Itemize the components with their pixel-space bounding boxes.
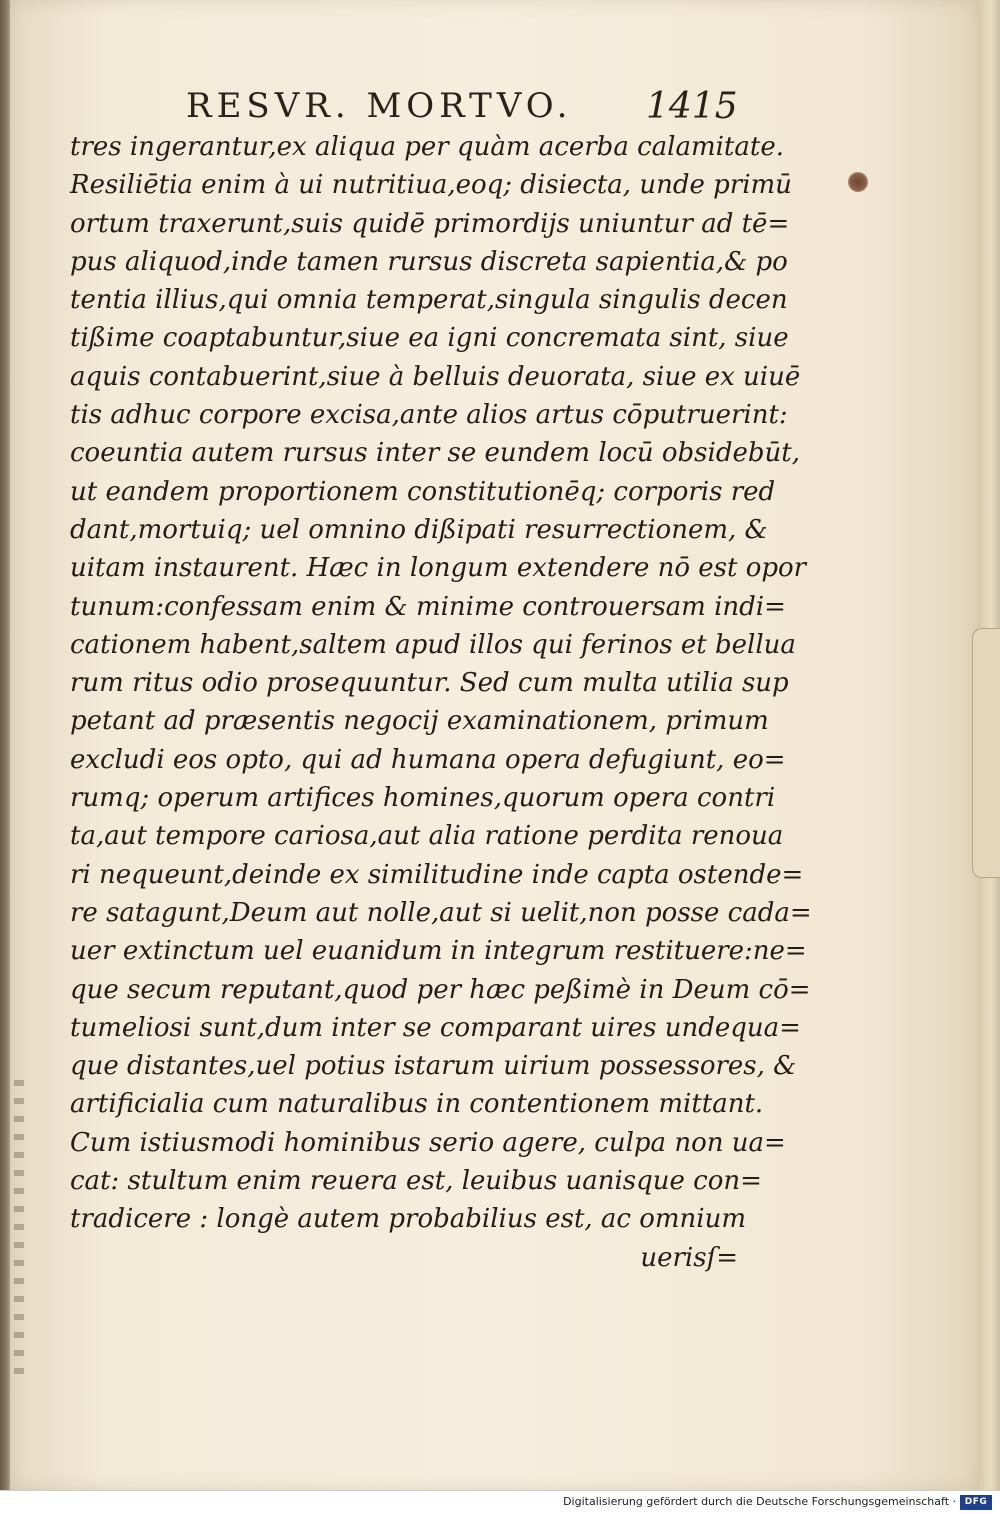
text-line: tres ingerantur,ex aliqua per quàm acerba calamitate. — [70, 132, 784, 162]
text-line: aquis contabuerint,siue à belluis deuorata, siue ex uiuē — [70, 361, 801, 392]
text-line: rumq; operum artifices homines,quorum opera contri — [70, 783, 776, 814]
text-line: tißime coaptabuntur,siue ea igni concremata sint, siue — [70, 323, 789, 354]
text-line: que secum reputant,quod per hæc peßimè in Deum cō= — [70, 974, 811, 1005]
text-line: coeuntia autem rursus inter se eundem locū obsidebūt, — [70, 438, 800, 469]
page-number: 1415 — [646, 86, 738, 127]
funding-credit: Digitalisierung gefördert durch die Deutsche Forschungsgemeinschaft · — [563, 1495, 956, 1508]
text-line: re satagunt,Deum aut nolle,aut si uelit,non posse cada= — [70, 897, 812, 928]
text-line: dant,mortuiq; uel omnino dißipati resurrectionem, & — [70, 514, 768, 545]
text-line: ta,aut tempore cariosa,aut alia ratione perdita renoua — [70, 821, 784, 852]
page-tab-marker — [972, 628, 1000, 878]
text-line: ri nequeunt,deinde ex similitudine inde capta ostende= — [70, 859, 804, 890]
text-line: cat: stultum enim reuera est, leuibus uanisque con= — [70, 1166, 762, 1197]
text-line: ortum traxerunt,suis quidē primordijs uniuntur ad tē= — [70, 208, 790, 239]
text-line: Cum istiusmodi hominibus serio agere, culpa non ua= — [70, 1127, 786, 1158]
text-line: cationem habent,saltem apud illos qui ferinos et bellua — [70, 629, 796, 660]
body-text — [70, 128, 812, 1277]
text-line: artificialia cum naturalibus in contentionem mittant. — [70, 1089, 764, 1120]
running-head: RESVR. MORTVO. — [186, 86, 573, 126]
text-line: que distantes,uel potius istarum uirium possessores, & — [70, 1051, 797, 1082]
text-line: tradicere : longè autem probabilius est, ac omnium — [70, 1204, 747, 1235]
text-line: Resiliētia enim à ui nutritiua,eoq; disiecta, unde primū — [70, 170, 792, 201]
text-line: excludi eos opto, qui ad humana opera defugiunt, eo= — [70, 744, 786, 775]
text-line: tumeliosi sunt,dum inter se comparant uires undequa= — [70, 1012, 801, 1043]
text-line: tunum:confessam enim & minime controuersam indi= — [70, 591, 786, 622]
text-line: tentia illius,qui omnia temperat,singula singulis decen — [70, 285, 788, 316]
bleed-through-marks — [14, 1080, 24, 1380]
dfg-logo: DFG — [960, 1495, 992, 1510]
footer-bar — [0, 1490, 1000, 1514]
text-line: pus aliquod,inde tamen rursus discreta sapientia,& po — [70, 246, 788, 277]
text-line: uer extinctum uel euanidum in integrum restituere:ne= — [70, 936, 807, 967]
text-line: petant ad præsentis negocij examinationem, primum — [70, 706, 769, 737]
text-line: rum ritus odio prosequuntur. Sed cum multa utilia sup — [70, 668, 789, 699]
text-line: tis adhuc corpore excisa,ante alios artus cōputruerint: — [70, 400, 788, 431]
text-line: ut eandem proportionem constitutionēq; corporis red — [70, 476, 776, 507]
ink-stain — [848, 172, 868, 192]
catchword: uerisſ= — [640, 1242, 738, 1273]
text-line: uitam instaurent. Hæc in longum extendere nō est opor — [70, 553, 807, 584]
